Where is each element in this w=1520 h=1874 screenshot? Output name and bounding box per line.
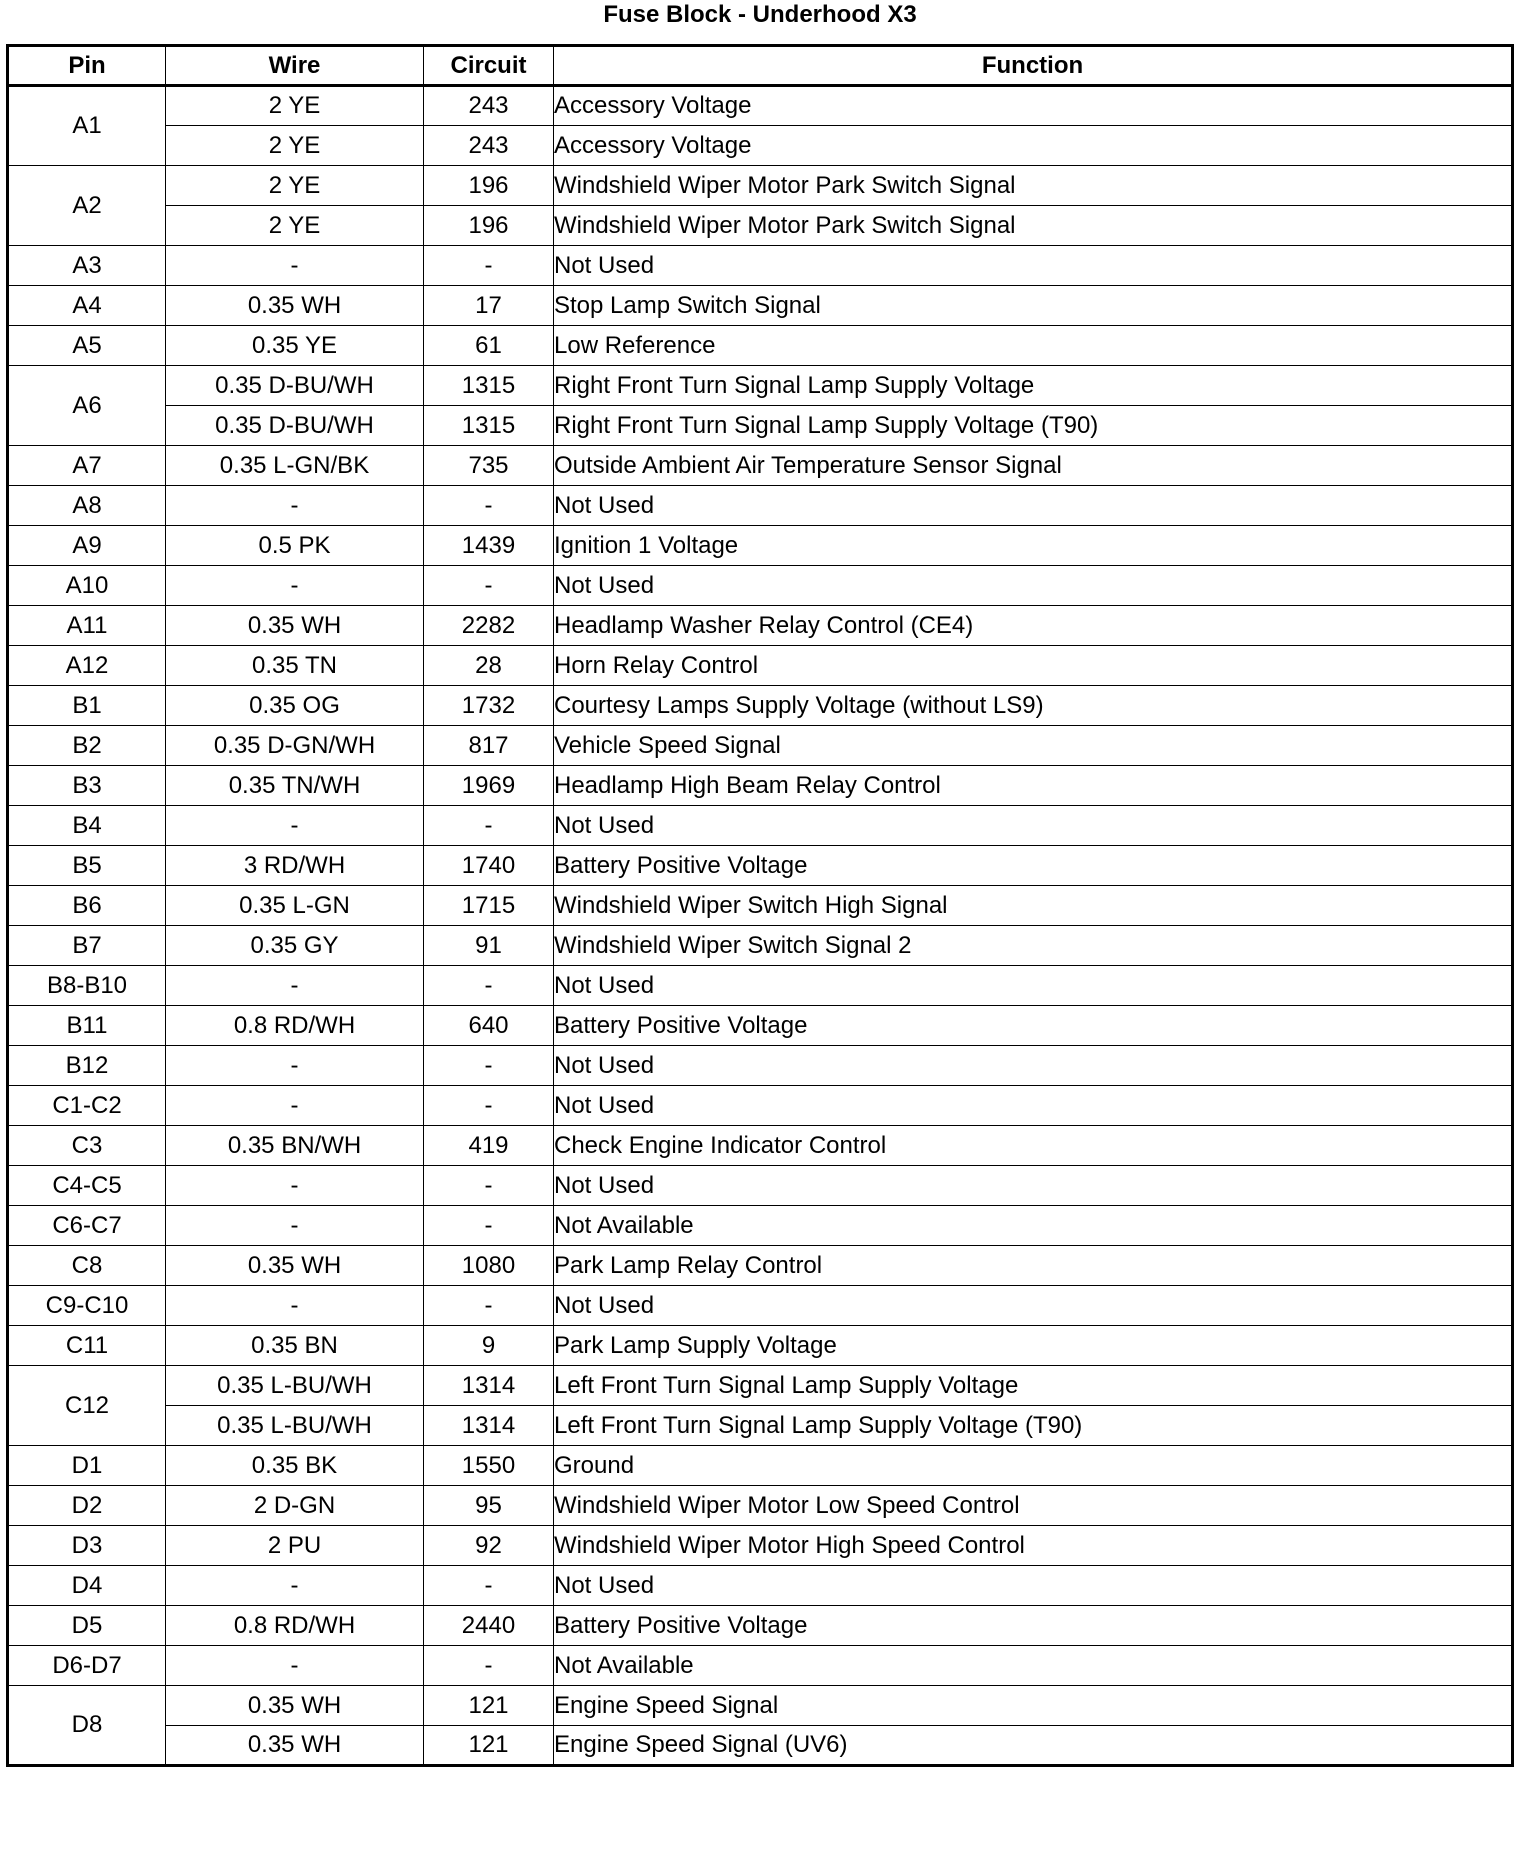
pin-cell: B2 [8, 726, 166, 766]
header-pin: Pin [8, 46, 166, 86]
function-cell: Not Used [554, 1566, 1513, 1606]
table-row [8, 1046, 1513, 1086]
circuit-cell: 1315 [424, 406, 554, 446]
function-cell: Not Available [554, 1646, 1513, 1686]
circuit-cell: 61 [424, 326, 554, 366]
table-row [8, 126, 1513, 166]
function-cell: Accessory Voltage [554, 126, 1513, 166]
function-cell: Not Used [554, 566, 1513, 606]
function-cell: Left Front Turn Signal Lamp Supply Voltage (T90) [554, 1406, 1513, 1446]
pin-cell: D3 [8, 1526, 166, 1566]
wire-cell: - [166, 1566, 424, 1606]
wire-cell: 0.35 YE [166, 326, 424, 366]
table-row [8, 1246, 1513, 1286]
wire-cell: - [166, 246, 424, 286]
function-cell: Right Front Turn Signal Lamp Supply Voltage [554, 366, 1513, 406]
function-cell: Low Reference [554, 326, 1513, 366]
wire-cell: 0.8 RD/WH [166, 1006, 424, 1046]
function-cell: Windshield Wiper Motor Low Speed Control [554, 1486, 1513, 1526]
function-cell: Vehicle Speed Signal [554, 726, 1513, 766]
wire-cell: 0.35 D-GN/WH [166, 726, 424, 766]
circuit-cell: 1080 [424, 1246, 554, 1286]
table-row [8, 366, 1513, 406]
wire-cell: 0.35 L-BU/WH [166, 1406, 424, 1446]
circuit-cell: 95 [424, 1486, 554, 1526]
wire-cell: - [166, 566, 424, 606]
circuit-cell: - [424, 1566, 554, 1606]
circuit-cell: 1314 [424, 1406, 554, 1446]
function-cell: Engine Speed Signal [554, 1686, 1513, 1726]
pin-cell: A7 [8, 446, 166, 486]
pinout-table [6, 44, 1514, 1767]
pin-cell: C3 [8, 1126, 166, 1166]
table-row [8, 1646, 1513, 1686]
wire-cell: 0.5 PK [166, 526, 424, 566]
table-row [8, 1006, 1513, 1046]
function-cell: Stop Lamp Switch Signal [554, 286, 1513, 326]
circuit-cell: 196 [424, 166, 554, 206]
pin-cell: A11 [8, 606, 166, 646]
function-cell: Not Used [554, 1286, 1513, 1326]
table-row [8, 686, 1513, 726]
wire-cell: - [166, 1286, 424, 1326]
pin-cell: A5 [8, 326, 166, 366]
function-cell: Horn Relay Control [554, 646, 1513, 686]
circuit-cell: 1715 [424, 886, 554, 926]
wire-cell: 0.35 BN/WH [166, 1126, 424, 1166]
circuit-cell: 243 [424, 126, 554, 166]
circuit-cell: 1550 [424, 1446, 554, 1486]
circuit-cell: - [424, 1286, 554, 1326]
table-row [8, 1406, 1513, 1446]
circuit-cell: 243 [424, 86, 554, 126]
table-row [8, 446, 1513, 486]
function-cell: Engine Speed Signal (UV6) [554, 1726, 1513, 1766]
pin-cell: D8 [8, 1686, 166, 1766]
table-row [8, 646, 1513, 686]
circuit-cell: - [424, 1206, 554, 1246]
table-row [8, 206, 1513, 246]
circuit-cell: 735 [424, 446, 554, 486]
function-cell: Not Used [554, 1166, 1513, 1206]
table-row [8, 806, 1513, 846]
circuit-cell: 817 [424, 726, 554, 766]
table-row [8, 1086, 1513, 1126]
function-cell: Windshield Wiper Motor Park Switch Signal [554, 206, 1513, 246]
pin-cell: C11 [8, 1326, 166, 1366]
table-row [8, 1566, 1513, 1606]
pin-cell: C9-C10 [8, 1286, 166, 1326]
table-row [8, 1366, 1513, 1406]
pin-cell: B12 [8, 1046, 166, 1086]
circuit-cell: - [424, 1046, 554, 1086]
pin-cell: D4 [8, 1566, 166, 1606]
circuit-cell: 419 [424, 1126, 554, 1166]
wire-cell: 0.35 WH [166, 1246, 424, 1286]
circuit-cell: 1969 [424, 766, 554, 806]
wire-cell: 2 D-GN [166, 1486, 424, 1526]
table-row [8, 86, 1513, 126]
pin-cell: A6 [8, 366, 166, 446]
pin-cell: B1 [8, 686, 166, 726]
wire-cell: 0.35 L-GN/BK [166, 446, 424, 486]
table-row [8, 1326, 1513, 1366]
wire-cell: 0.35 GY [166, 926, 424, 966]
wire-cell: 0.35 BK [166, 1446, 424, 1486]
circuit-cell: 17 [424, 286, 554, 326]
function-cell: Courtesy Lamps Supply Voltage (without LS9) [554, 686, 1513, 726]
pin-cell: D2 [8, 1486, 166, 1526]
wire-cell: 0.35 BN [166, 1326, 424, 1366]
pin-cell: A2 [8, 166, 166, 246]
circuit-cell: 121 [424, 1686, 554, 1726]
table-row [8, 566, 1513, 606]
circuit-cell: 92 [424, 1526, 554, 1566]
table-row [8, 1486, 1513, 1526]
function-cell: Check Engine Indicator Control [554, 1126, 1513, 1166]
wire-cell: - [166, 486, 424, 526]
table-row [8, 1286, 1513, 1326]
wire-cell: - [166, 1206, 424, 1246]
table-row [8, 886, 1513, 926]
pin-cell: D1 [8, 1446, 166, 1486]
pin-cell: A4 [8, 286, 166, 326]
table-row [8, 726, 1513, 766]
circuit-cell: 1439 [424, 526, 554, 566]
function-cell: Windshield Wiper Motor High Speed Control [554, 1526, 1513, 1566]
pin-cell: B7 [8, 926, 166, 966]
table-row [8, 326, 1513, 366]
pin-cell: A3 [8, 246, 166, 286]
function-cell: Left Front Turn Signal Lamp Supply Voltage [554, 1366, 1513, 1406]
circuit-cell: 121 [424, 1726, 554, 1766]
table-row [8, 1206, 1513, 1246]
circuit-cell: - [424, 1166, 554, 1206]
table-row [8, 1686, 1513, 1726]
wire-cell: - [166, 806, 424, 846]
circuit-cell: 196 [424, 206, 554, 246]
function-cell: Park Lamp Supply Voltage [554, 1326, 1513, 1366]
circuit-cell: 1740 [424, 846, 554, 886]
function-cell: Not Available [554, 1206, 1513, 1246]
wire-cell: 0.8 RD/WH [166, 1606, 424, 1646]
header-row [8, 46, 1513, 86]
table-row [8, 526, 1513, 566]
wire-cell: 2 YE [166, 86, 424, 126]
circuit-cell: - [424, 1086, 554, 1126]
wire-cell: - [166, 966, 424, 1006]
function-cell: Right Front Turn Signal Lamp Supply Voltage (T90) [554, 406, 1513, 446]
table-row [8, 286, 1513, 326]
wire-cell: 0.35 WH [166, 1686, 424, 1726]
table-row [8, 926, 1513, 966]
wire-cell: 0.35 TN [166, 646, 424, 686]
table-row [8, 1126, 1513, 1166]
wire-cell: 0.35 OG [166, 686, 424, 726]
pin-cell: B8-B10 [8, 966, 166, 1006]
wire-cell: 0.35 WH [166, 286, 424, 326]
function-cell: Not Used [554, 486, 1513, 526]
header-wire: Wire [166, 46, 424, 86]
table-row [8, 1606, 1513, 1646]
function-cell: Ground [554, 1446, 1513, 1486]
pin-cell: C1-C2 [8, 1086, 166, 1126]
circuit-cell: 1314 [424, 1366, 554, 1406]
header-function: Function [554, 46, 1513, 86]
pin-cell: B5 [8, 846, 166, 886]
wire-cell: 0.35 L-GN [166, 886, 424, 926]
document-title: Fuse Block - Underhood X3 [603, 1, 917, 28]
function-cell: Accessory Voltage [554, 86, 1513, 126]
pin-cell: A9 [8, 526, 166, 566]
pin-cell: C8 [8, 1246, 166, 1286]
function-cell: Not Used [554, 1046, 1513, 1086]
pin-cell: A8 [8, 486, 166, 526]
function-cell: Not Used [554, 966, 1513, 1006]
wire-cell: 2 YE [166, 126, 424, 166]
function-cell: Outside Ambient Air Temperature Sensor Signal [554, 446, 1513, 486]
function-cell: Not Used [554, 246, 1513, 286]
wire-cell: 2 YE [166, 206, 424, 246]
circuit-cell: 1732 [424, 686, 554, 726]
circuit-cell: - [424, 806, 554, 846]
function-cell: Windshield Wiper Switch Signal 2 [554, 926, 1513, 966]
function-cell: Battery Positive Voltage [554, 1006, 1513, 1046]
wire-cell: 2 PU [166, 1526, 424, 1566]
wire-cell: - [166, 1166, 424, 1206]
wire-cell: 0.35 D-BU/WH [166, 406, 424, 446]
function-cell: Not Used [554, 806, 1513, 846]
table-row [8, 166, 1513, 206]
circuit-cell: - [424, 1646, 554, 1686]
table-row [8, 1166, 1513, 1206]
circuit-cell: 9 [424, 1326, 554, 1366]
function-cell: Headlamp High Beam Relay Control [554, 766, 1513, 806]
pin-cell: D5 [8, 1606, 166, 1646]
function-cell: Not Used [554, 1086, 1513, 1126]
pin-cell: D6-D7 [8, 1646, 166, 1686]
pin-cell: A12 [8, 646, 166, 686]
function-cell: Park Lamp Relay Control [554, 1246, 1513, 1286]
circuit-cell: - [424, 566, 554, 606]
function-cell: Battery Positive Voltage [554, 846, 1513, 886]
pin-cell: C6-C7 [8, 1206, 166, 1246]
function-cell: Battery Positive Voltage [554, 1606, 1513, 1646]
circuit-cell: 91 [424, 926, 554, 966]
circuit-cell: 640 [424, 1006, 554, 1046]
circuit-cell: 28 [424, 646, 554, 686]
circuit-cell: 2282 [424, 606, 554, 646]
pin-cell: B3 [8, 766, 166, 806]
table-row [8, 1526, 1513, 1566]
table-row [8, 246, 1513, 286]
wire-cell: 0.35 L-BU/WH [166, 1366, 424, 1406]
table-row [8, 606, 1513, 646]
wire-cell: 3 RD/WH [166, 846, 424, 886]
wire-cell: - [166, 1046, 424, 1086]
pin-cell: B6 [8, 886, 166, 926]
function-cell: Windshield Wiper Switch High Signal [554, 886, 1513, 926]
pin-cell: A1 [8, 86, 166, 166]
circuit-cell: 1315 [424, 366, 554, 406]
circuit-cell: - [424, 966, 554, 1006]
function-cell: Ignition 1 Voltage [554, 526, 1513, 566]
pin-cell: A10 [8, 566, 166, 606]
wire-cell: - [166, 1646, 424, 1686]
wire-cell: 0.35 D-BU/WH [166, 366, 424, 406]
wire-cell: 0.35 WH [166, 606, 424, 646]
pin-cell: C12 [8, 1366, 166, 1446]
table-row [8, 1726, 1513, 1766]
table-row [8, 1446, 1513, 1486]
circuit-cell: - [424, 486, 554, 526]
table-body [8, 86, 1513, 1766]
circuit-cell: 2440 [424, 1606, 554, 1646]
table-row [8, 406, 1513, 446]
circuit-cell: - [424, 246, 554, 286]
wire-cell: 0.35 TN/WH [166, 766, 424, 806]
pin-cell: B4 [8, 806, 166, 846]
pin-cell: B11 [8, 1006, 166, 1046]
function-cell: Windshield Wiper Motor Park Switch Signal [554, 166, 1513, 206]
pin-cell: C4-C5 [8, 1166, 166, 1206]
table-row [8, 766, 1513, 806]
table-row [8, 486, 1513, 526]
table-row [8, 966, 1513, 1006]
table-row [8, 846, 1513, 886]
wire-cell: - [166, 1086, 424, 1126]
function-cell: Headlamp Washer Relay Control (CE4) [554, 606, 1513, 646]
header-circuit: Circuit [424, 46, 554, 86]
wire-cell: 2 YE [166, 166, 424, 206]
wire-cell: 0.35 WH [166, 1726, 424, 1766]
